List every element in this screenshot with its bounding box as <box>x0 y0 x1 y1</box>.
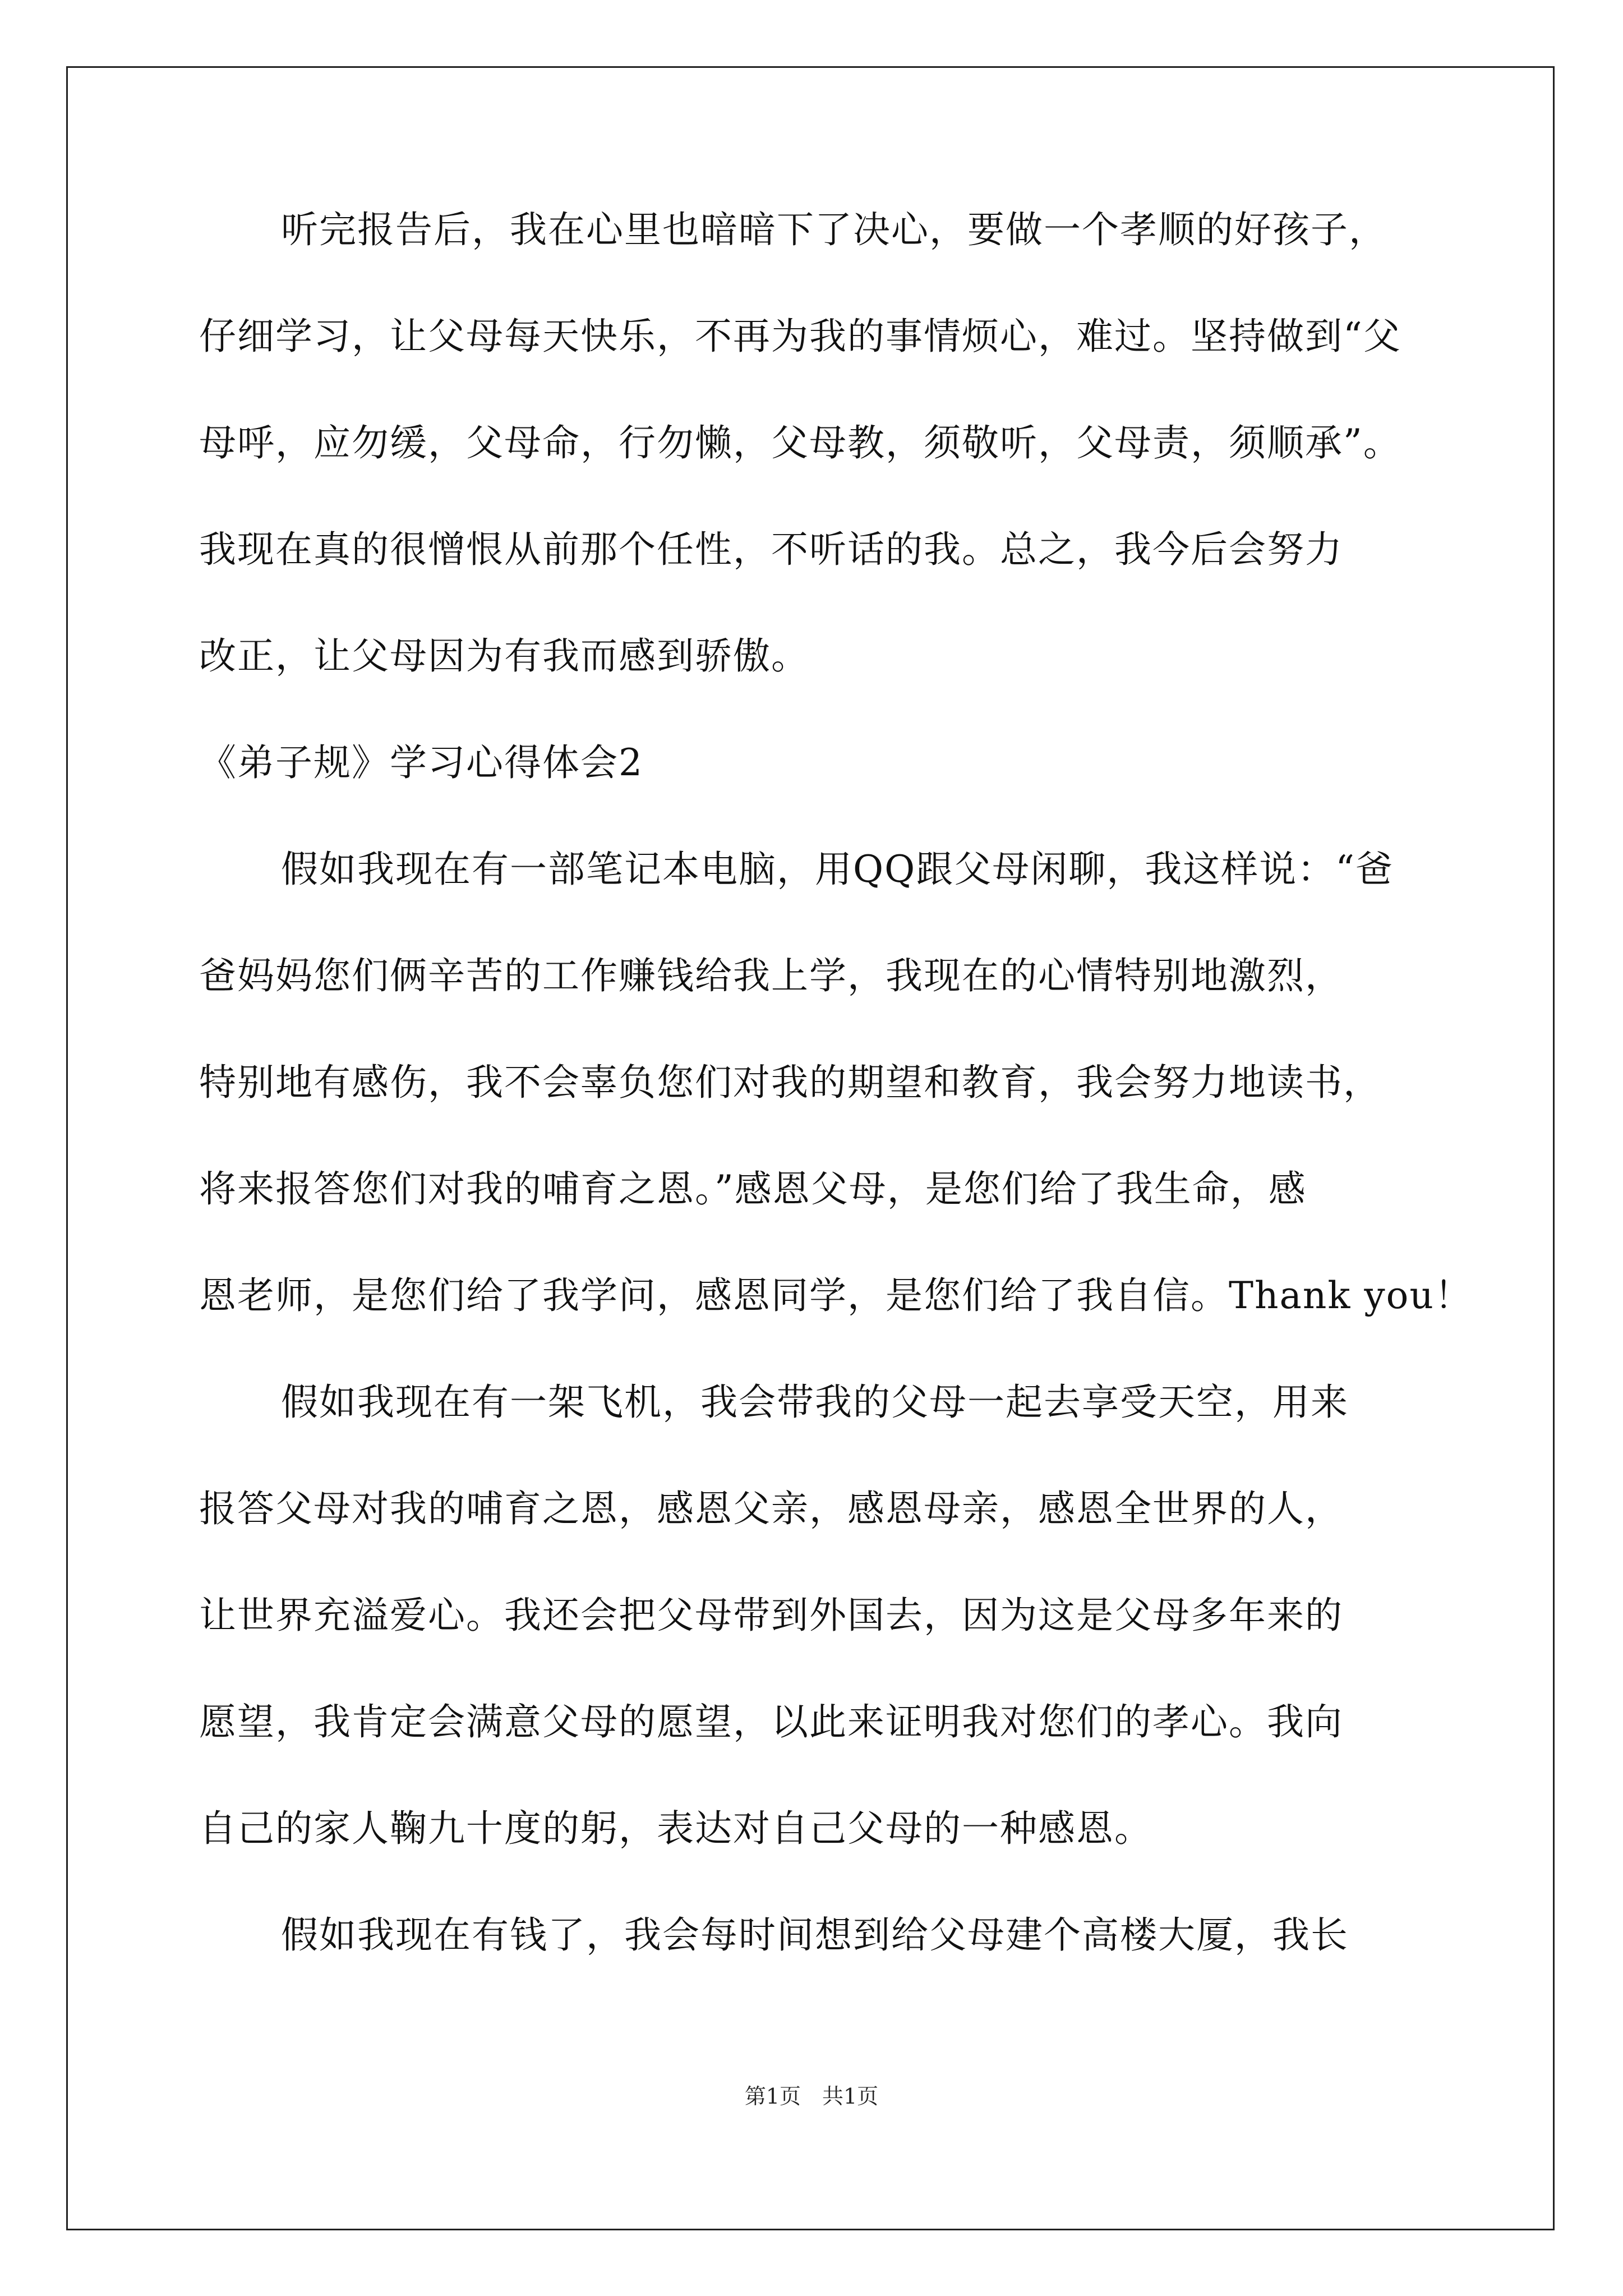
page-border <box>66 66 1555 2230</box>
page-footer: 第1页 共1页 <box>744 2084 879 2109</box>
text-line: 报答父母对我的哺育之恩，感恩父亲，感恩母亲，感恩全世界的人， <box>199 1487 1343 1530</box>
section-heading: 《弟子规》学习心得体会2 <box>199 741 643 784</box>
text-line: 改正，让父母因为有我而感到骄傲。 <box>199 634 809 678</box>
text-line: 特别地有感伤，我不会辜负您们对我的期望和教育，我会努力地读书， <box>199 1061 1381 1104</box>
text-line: 愿望，我肯定会满意父母的愿望，以此来证明我对您们的孝心。我向 <box>199 1700 1343 1743</box>
text-line: 仔细学习，让父母每天快乐，不再为我的事情烦心，难过。坚持做到“父 <box>199 315 1401 358</box>
text-line: 母呼，应勿缓，父母命，行勿懒，父母教，须敬听，父母责，须顺承”。 <box>199 421 1401 464</box>
text-line: 听完报告后，我在心里也暗暗下了决心，要做一个孝顺的好孩子， <box>281 208 1387 251</box>
text-line: 假如我现在有钱了，我会每时间想到给父母建个高楼大厦，我长 <box>281 1913 1349 1957</box>
text-line: 我现在真的很憎恨从前那个任性，不听话的我。总之，我今后会努力 <box>199 528 1343 571</box>
text-line: 爸妈妈您们俩辛苦的工作赚钱给我上学，我现在的心情特别地激烈， <box>199 954 1343 997</box>
text-line: 假如我现在有一架飞机，我会带我的父母一起去享受天空，用来 <box>281 1381 1349 1424</box>
text-line: 将来报答您们对我的哺育之恩。”感恩父母，是您们给了我生命，感 <box>199 1167 1307 1211</box>
text-line: 恩老师，是您们给了我学问，感恩同学，是您们给了我自信。Thank you！ <box>199 1274 1473 1317</box>
text-line: 自己的家人鞠九十度的躬，表达对自己父母的一种感恩。 <box>199 1807 1152 1850</box>
text-line: 让世界充溢爱心。我还会把父母带到外国去，因为这是父母多年来的 <box>199 1594 1343 1637</box>
text-line: 假如我现在有一部笔记本电脑，用QQ跟父母闲聊，我这样说：“爸 <box>281 848 1394 891</box>
